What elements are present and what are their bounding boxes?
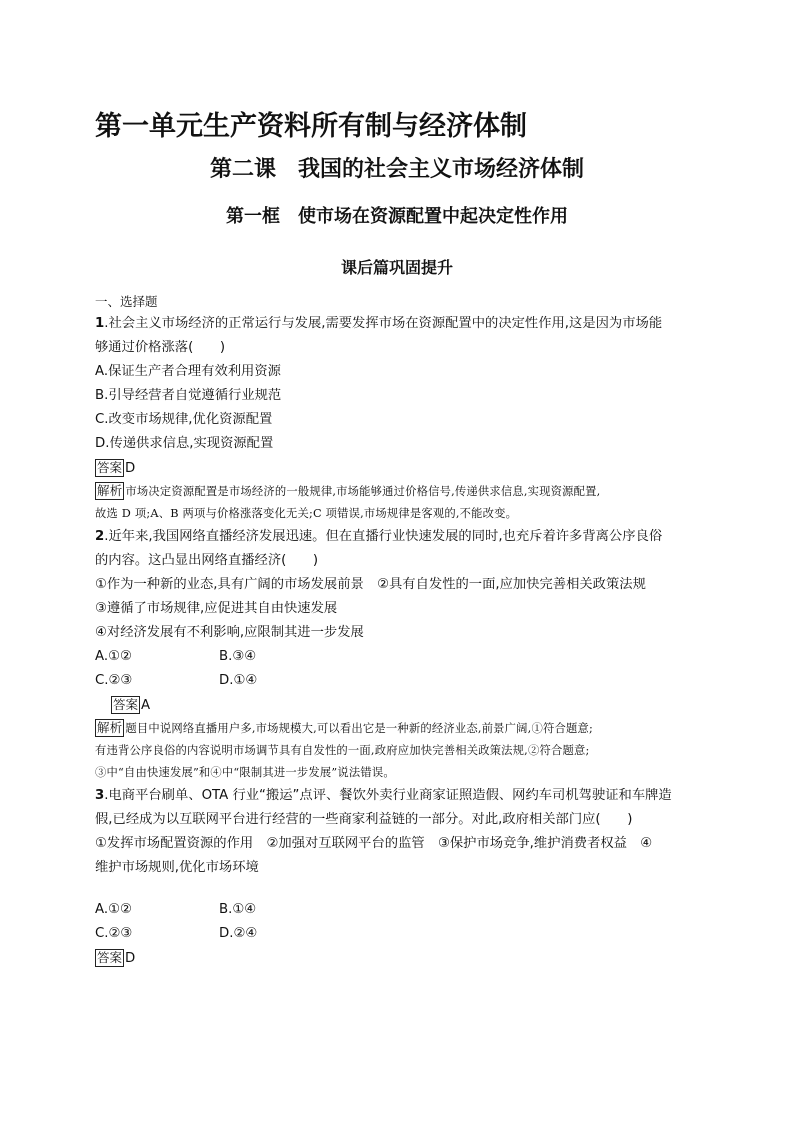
statement: ④对经济发展有不利影响,应限制其进一步发展 xyxy=(95,625,364,640)
question-1 xyxy=(95,312,715,525)
question-2 xyxy=(95,525,715,784)
answer-value: D xyxy=(125,951,136,966)
answer-row xyxy=(95,695,715,717)
option: B.③④ xyxy=(219,649,257,664)
practice-title: 课后篇巩固提升 xyxy=(340,258,453,277)
question-stem-line: 够通过价格涨落( ) xyxy=(95,340,226,355)
answer-row xyxy=(95,458,715,480)
statement: ①发挥市场配置资源的作用 ②加强对互联网平台的监管 ③保护市场竞争,维护消费者权益 ④ xyxy=(95,836,653,851)
option: A.①② xyxy=(95,902,132,917)
question-stem-line: 3.电商平台刷单、OTA 行业“搬运”点评、餐饮外卖行业商家证照造假、网约车司机驾驶证和车牌造 xyxy=(95,788,672,803)
analysis-tag: 解析 xyxy=(97,483,123,498)
question-list xyxy=(95,292,715,971)
question-stem-line: 2.近年来,我国网络直播经济发展迅速。但在直播行业快速发展的同时,也充斥着许多背离公序良俗 xyxy=(95,529,663,544)
analysis-tag: 解析 xyxy=(97,720,123,735)
analysis-block: 解析 市场决定资源配置是市场经济的一般规律,市场能够通过价格信号,传递供求信息,实现资源配置, 故选 D 项;A、B 两项与价格涨落变化无关;C 项错误,市场规律是客观的,不能改变。 xyxy=(95,483,601,520)
option: D.传递供求信息,实现资源配置 xyxy=(95,436,274,451)
option: C.改变市场规律,优化资源配置 xyxy=(95,412,273,427)
question-stem-line: 的内容。这凸显出网络直播经济( ) xyxy=(95,553,319,568)
option: A.①② xyxy=(95,649,132,664)
answer-tag: 答案 xyxy=(113,697,139,712)
lesson-title: 第二课 我国的社会主义市场经济体制 xyxy=(209,157,584,182)
section-heading: 一、选择题 xyxy=(95,294,158,309)
option: A.保证生产者合理有效利用资源 xyxy=(95,364,281,379)
answer-tag: 答案 xyxy=(97,950,123,965)
option: C.②③ xyxy=(95,926,133,941)
option: B.①④ xyxy=(219,902,257,917)
question-3 xyxy=(95,784,715,970)
option: B.引导经营者自觉遵循行业规范 xyxy=(95,388,282,403)
option-row xyxy=(95,922,715,946)
statement: 维护市场规则,优化市场环境 xyxy=(95,860,259,875)
analysis-block: 解析 题目中说网络直播用户多,市场规模大,可以看出它是一种新的经济业态,前景广阔,①符合题意; 有违背公序良俗的内容说明市场调节具有自发性的一面,政府应加快完善相关政策法规,②符合题意; ③中“自由快速发展”和④中“限制其进一步发展”说法错误。 xyxy=(95,720,593,779)
answer-value: D xyxy=(125,461,136,476)
statement: ①作为一种新的业态,具有广阔的市场发展前景 ②具有自发性的一面,应加快完善相关政策法规 xyxy=(95,577,646,592)
question-number: 2 xyxy=(95,529,105,544)
question-stem-line: 假,已经成为以互联网平台进行经营的一些商家利益链的一部分。对此,政府相关部门应( ) xyxy=(95,812,633,827)
answer-tag: 答案 xyxy=(97,460,123,475)
question-number: 1 xyxy=(95,316,105,331)
statement: ③遵循了市场规律,应促进其自由快速发展 xyxy=(95,601,338,616)
option: D.①④ xyxy=(219,673,258,688)
frame-title: 第一框 使市场在资源配置中起决定性作用 xyxy=(226,206,568,227)
option-row xyxy=(95,898,715,922)
unit-title: 第一单元生产资料所有制与经济体制 xyxy=(95,111,527,142)
option: C.②③ xyxy=(95,673,133,688)
option: D.②④ xyxy=(219,926,258,941)
answer-row xyxy=(95,948,715,970)
question-number: 3 xyxy=(95,788,105,803)
answer-value: A xyxy=(141,698,151,713)
option-row xyxy=(95,645,715,669)
question-stem-line: 1.社会主义市场经济的正常运行与发展,需要发挥市场在资源配置中的决定性作用,这是因为市场能 xyxy=(95,316,663,331)
option-row xyxy=(95,669,715,693)
